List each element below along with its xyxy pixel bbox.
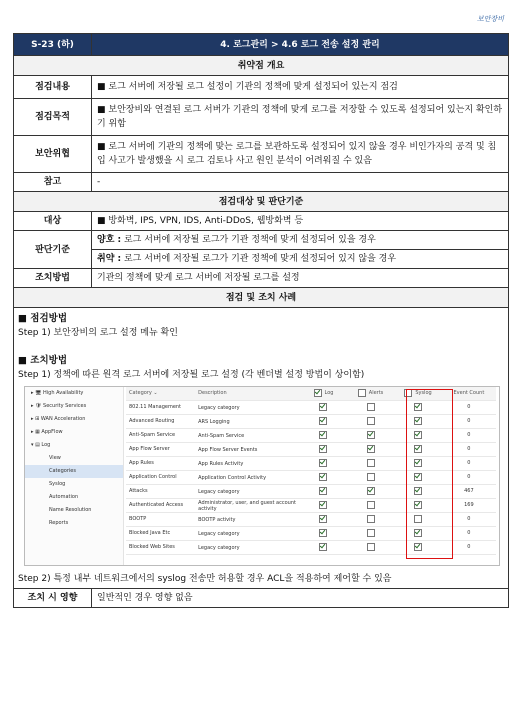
tree-item[interactable]: View	[49, 455, 61, 461]
row-description: Application Control Activity	[195, 471, 300, 485]
checkbox-icon[interactable]	[319, 501, 327, 509]
item-id: S-23 (하)	[14, 34, 92, 56]
tree-item[interactable]: ▸ ⊞ WAN Acceleration	[31, 416, 86, 422]
checkbox-icon[interactable]	[367, 543, 375, 551]
row-category: BOOTP	[126, 513, 195, 527]
row-event-count: 467	[442, 485, 496, 499]
checkbox-icon[interactable]	[319, 473, 327, 481]
checkbox-icon[interactable]	[319, 529, 327, 537]
row-log-cell	[300, 527, 347, 541]
judge-label: 판단기준	[14, 231, 92, 269]
fix-step-2: Step 2) 특정 내부 네트워크에서의 syslog 전송만 허용할 경우 ACL을 적용하여 제어할 수 있음	[18, 574, 392, 584]
row-description: App Rules Activity	[195, 457, 300, 471]
row-category: Attacks	[126, 485, 195, 499]
checkbox-icon[interactable]	[367, 515, 375, 523]
row-category: App Flow Server	[126, 443, 195, 457]
checkbox-icon[interactable]	[367, 431, 375, 439]
checkbox-icon[interactable]	[319, 487, 327, 495]
tree-item[interactable]: ▸ 🛡 Security Services	[31, 403, 87, 409]
fix-step-1: Step 1) 정책에 따른 원격 로그 서버에 저장될 로그 설정 (각 벤더별 설정 방법이 상이함)	[18, 370, 365, 380]
bad-label: 취약 :	[97, 254, 122, 264]
target-label: 대상	[14, 212, 92, 231]
purpose-label: 점검내용	[14, 76, 92, 99]
grid-header-cell[interactable]: Syslog	[394, 387, 442, 401]
tree-item[interactable]: Name Resolution	[49, 507, 92, 513]
row-log-cell	[300, 499, 347, 513]
section-overview-title: 취약점 개요	[14, 56, 509, 76]
row-category: Anti-Spam Service	[126, 429, 195, 443]
good-label: 양호 :	[97, 235, 122, 245]
grid-header-cell[interactable]: Category ⌄	[126, 387, 195, 401]
check-step-1: Step 1) 보안장비의 로그 설정 메뉴 확인	[18, 328, 178, 338]
tree-item[interactable]: Reports	[49, 520, 69, 526]
checkbox-icon[interactable]	[319, 403, 327, 411]
row-description: BOOTP activity	[195, 513, 300, 527]
grid-header-cell[interactable]: Description	[195, 387, 300, 401]
row-alert-cell	[347, 499, 394, 513]
tree-item[interactable]: Categories	[25, 465, 123, 478]
row-log-cell	[300, 513, 347, 527]
judge-good	[92, 231, 509, 250]
checkbox-icon[interactable]	[358, 389, 366, 397]
row-description: Legacy category	[195, 527, 300, 541]
row-event-count: 0	[442, 527, 496, 541]
check-item-table	[13, 33, 509, 608]
log-category-screenshot	[24, 386, 500, 566]
bad-text: 로그 서버에 저장될 로그가 기관 정책에 맞게 설정되어 있지 않을 경우	[121, 254, 397, 264]
row-category: Blocked Web Sites	[126, 541, 195, 555]
page-category-tag: 보안장비	[476, 15, 504, 23]
row-description: Legacy category	[195, 485, 300, 499]
row-event-count: 0	[442, 415, 496, 429]
tree-item[interactable]: ▸ 🖥 High Availability	[31, 390, 84, 396]
syslog-highlight-box	[406, 389, 453, 559]
row-description: ARS Logging	[195, 415, 300, 429]
row-alert-cell	[347, 429, 394, 443]
row-description: Legacy category	[195, 541, 300, 555]
row-alert-cell	[347, 485, 394, 499]
row-category: Application Control	[126, 471, 195, 485]
checkbox-icon[interactable]	[319, 459, 327, 467]
checkbox-icon[interactable]	[367, 403, 375, 411]
row-event-count: 0	[442, 401, 496, 415]
row-alert-cell	[347, 471, 394, 485]
tree-item[interactable]: Automation	[49, 494, 79, 500]
grid-header-cell[interactable]: Alerts	[347, 387, 394, 401]
target-text: ■ 방화벽, IPS, VPN, IDS, Anti-DDoS, 웹방화벽 등	[92, 212, 509, 231]
row-event-count: 0	[442, 471, 496, 485]
grid-header-cell[interactable]: Event Count	[442, 387, 496, 401]
row-description: Legacy category	[195, 401, 300, 415]
section-cases-title: 점검 및 조치 사례	[14, 288, 509, 308]
action-label: 조치방법	[14, 269, 92, 288]
row-event-count: 0	[442, 443, 496, 457]
row-alert-cell	[347, 513, 394, 527]
reference-label: 참고	[14, 173, 92, 192]
grid-header-cell[interactable]: Log	[300, 387, 347, 401]
checkbox-icon[interactable]	[367, 529, 375, 537]
checkbox-icon[interactable]	[319, 515, 327, 523]
row-alert-cell	[347, 541, 394, 555]
row-log-cell	[300, 401, 347, 415]
cases-body	[14, 308, 509, 589]
checkbox-icon[interactable]	[319, 445, 327, 453]
settings-nav-tree	[25, 387, 124, 565]
item-title: 4. 로그관리 > 4.6 로그 전송 설정 관리	[92, 34, 509, 56]
row-alert-cell	[347, 457, 394, 471]
row-category: Authenticated Access	[126, 499, 195, 513]
fix-method-heading: ■ 조치방법	[18, 355, 67, 366]
checkbox-icon[interactable]	[367, 445, 375, 453]
section-criteria-title: 점검대상 및 판단기준	[14, 192, 509, 212]
reference-text: -	[92, 173, 509, 192]
row-alert-cell	[347, 415, 394, 429]
action-text: 기관의 정책에 맞게 로그 서버에 저장될 로그를 설정	[92, 269, 509, 288]
row-log-cell	[300, 457, 347, 471]
row-category: 802.11 Management	[126, 401, 195, 415]
goal-label: 점검목적	[14, 99, 92, 136]
row-event-count: 0	[442, 541, 496, 555]
judge-bad	[92, 250, 509, 269]
row-alert-cell	[347, 443, 394, 457]
row-description: App Flow Server Events	[195, 443, 300, 457]
good-text: 로그 서버에 저장될 로그가 기관 정책에 맞게 설정되어 있을 경우	[121, 235, 376, 245]
checkbox-icon[interactable]	[367, 459, 375, 467]
threat-text: ■ 로그 서버에 기관의 정책에 맞는 로그를 보관하도록 설정되어 있지 않을 경우 비인가자의 공격 및 침입 사고가 발생했을 시 로그 검토나 사고 원인 분석이 어려워질 수 있음	[92, 136, 509, 173]
checkbox-icon[interactable]	[367, 417, 375, 425]
row-log-cell	[300, 443, 347, 457]
row-event-count: 0	[442, 457, 496, 471]
row-log-cell	[300, 471, 347, 485]
row-log-cell	[300, 541, 347, 555]
row-description: Anti-Spam Service	[195, 429, 300, 443]
threat-label: 보안위협	[14, 136, 92, 173]
tree-item[interactable]: Syslog	[49, 481, 66, 487]
row-category: Advanced Routing	[126, 415, 195, 429]
row-event-count: 169	[442, 499, 496, 513]
row-log-cell	[300, 415, 347, 429]
row-log-cell	[300, 485, 347, 499]
row-alert-cell	[347, 527, 394, 541]
row-category: App Rules	[126, 457, 195, 471]
impact-text: 일반적인 경우 영향 없음	[92, 589, 509, 608]
checkbox-icon[interactable]	[314, 389, 322, 397]
checkbox-icon[interactable]	[319, 543, 327, 551]
goal-text: ■ 보안장비와 연결된 로그 서버가 기관의 정책에 맞게 로그를 저장할 수 있도록 설정되어 있는지 확인하기 위함	[92, 99, 509, 136]
row-event-count: 0	[442, 429, 496, 443]
checkbox-icon[interactable]	[367, 473, 375, 481]
impact-label: 조치 시 영향	[14, 589, 92, 608]
row-category: Blocked Java Etc	[126, 527, 195, 541]
check-method-heading: ■ 점검방법	[18, 313, 67, 324]
checkbox-icon[interactable]	[319, 431, 327, 439]
tree-item[interactable]: ▸ ▦ AppFlow	[31, 429, 63, 435]
row-description: Administrator, user, and guest account activity	[195, 499, 300, 513]
tree-item[interactable]: ▾ ▤ Log	[31, 442, 51, 448]
row-log-cell	[300, 429, 347, 443]
purpose-text: ■ 로그 서버에 저장될 로그 설정이 기관의 정책에 맞게 설정되어 있는지 점검	[92, 76, 509, 99]
row-alert-cell	[347, 401, 394, 415]
checkbox-icon[interactable]	[367, 501, 375, 509]
checkbox-icon[interactable]	[367, 487, 375, 495]
checkbox-icon[interactable]	[319, 417, 327, 425]
row-event-count: 0	[442, 513, 496, 527]
